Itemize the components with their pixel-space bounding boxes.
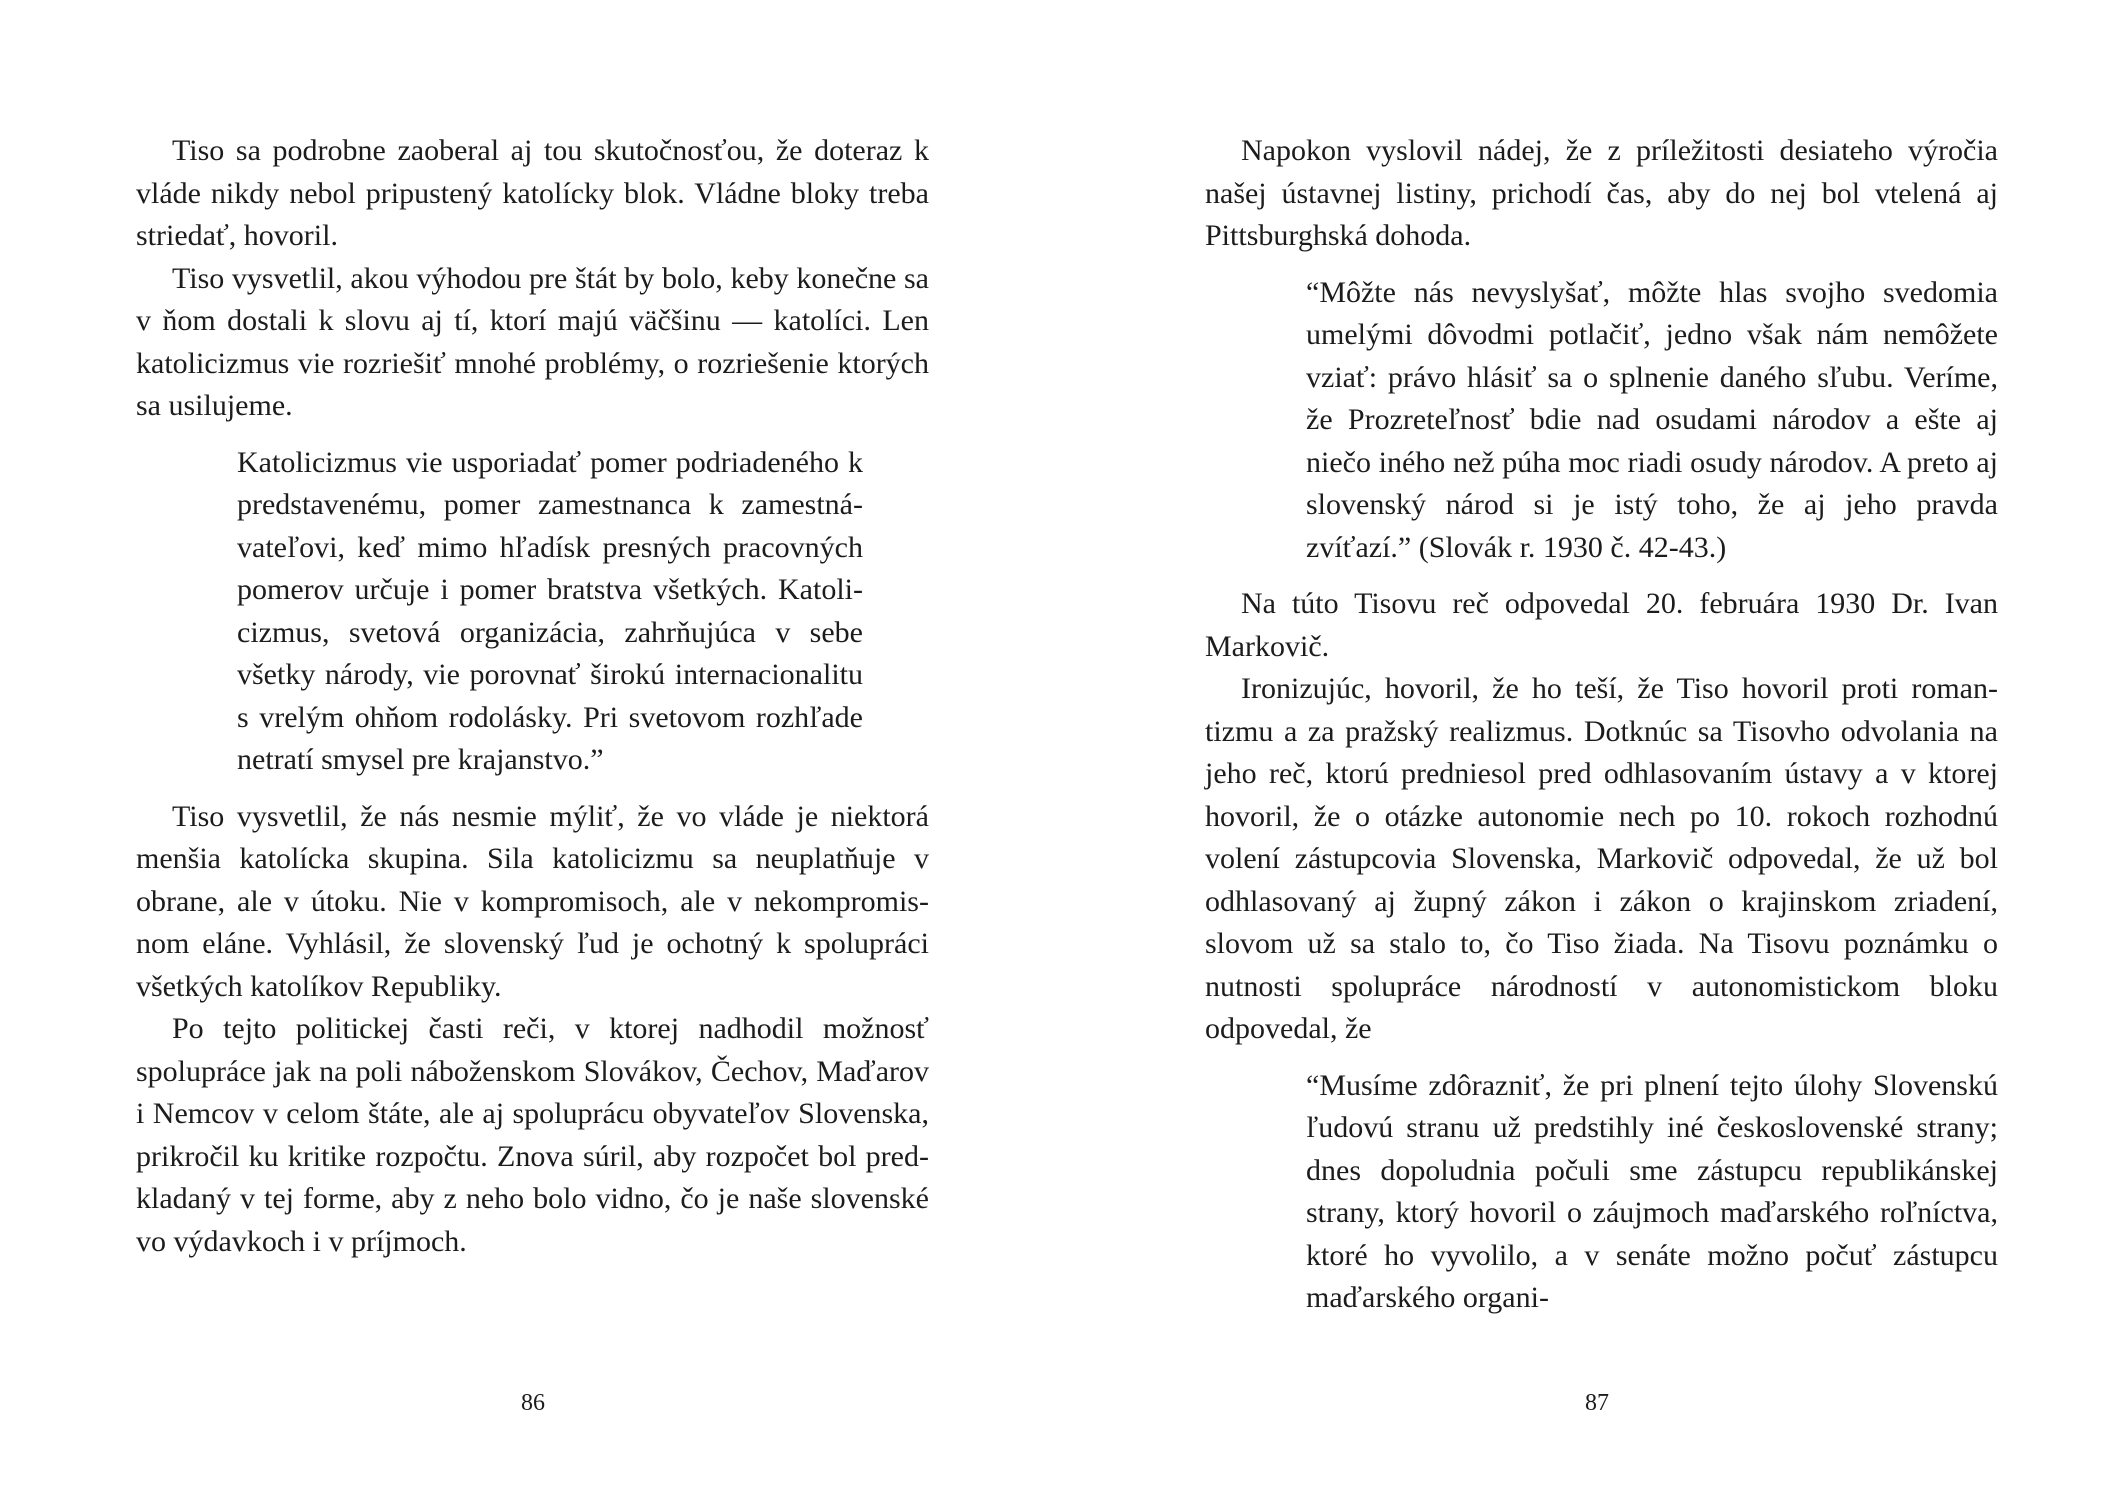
paragraph: Na túto Tisovu reč odpovedal 20. februára 1930 Dr. Ivan Markovič. [1205, 587, 1998, 663]
paragraph: Tiso vysvetlil, že nás nesmie mýliť, že vo vláde je niektorá menšia katolícka skupina. Sila katolicizmu sa neuplatňuje v obrane, ale v útoku. Nie v kompromisoch, ale v nekompromisnom eláne. Vyhlásil, že slovenský ľud je ochotný k spolupráci všetkých katolíkov Republiky. [136, 799, 929, 1003]
page-number: 86 [521, 1390, 545, 1416]
paragraph: Tiso sa podrobne zaoberal aj tou skutočnosťou, že doteraz k vláde nikdy nebol pripustený katolícky blok. Vládne bloky treba striedať, hovoril. [136, 134, 929, 252]
paragraph: Napokon vyslovil nádej, že z príležitosti desiateho výročia našej ústavnej listiny, prichodí čas, aby do nej bol vtelená aj Pittsburghská dohoda. [1205, 134, 1998, 252]
left-page-text [136, 130, 929, 1263]
block-quote: Katolicizmus vie usporiadať pomer podriadeného k predstavenému, pomer zamestnanca k zamestnávateľovi, keď mimo hľadísk presných pracovných pomerov určuje i pomer bratstva všetkých. Katolicizmus, svetová organizácia, zahrňujúca v sebe všetky národy, vie porovnať širokú internacionalitu s vrelým ohňom rodolásky. Pri svetovom rozhľade netratí smysel pre krajanstvo.” [237, 445, 863, 776]
paragraph: Tiso vysvetlil, akou výhodou pre štát by bolo, keby konečne sa v ňom dostali k slovu aj tí, ktorí majú väčšinu — katolíci. Len katolicizmus vie rozriešiť mnohé problémy, o rozriešenie ktorých sa usilujeme. [136, 261, 929, 422]
page-number: 87 [1585, 1390, 1609, 1416]
right-page-text [1205, 130, 1998, 1334]
block-quote: “Musíme zdôrazniť, že pri plnení tejto úlohy Slovenskú ľudovú stranu už predstihly iné československé strany; dnes dopoludnia počuli sme zástupcu republikánskej strany, ktorý hovoril o záujmoch maďarského roľníctva, ktoré ho vyvolilo, a v senáte možno počuť zástupcu maďarského organi- [1306, 1068, 1998, 1314]
right-page [1059, 0, 2118, 1500]
block-quote: “Môžte nás nevyslyšať, môžte hlas svojho svedomia umelými dôvodmi potlačiť, jedno však nám nemôžete vziať: právo hlásiť sa o splnenie daného sľubu. Veríme, že Prozreteľnosť bdie nad osudami národov a ešte aj niečo iného než púha moc riadi osudy národov. A preto aj slovenský národ si je istý toho, že aj jeho pravda zvíťazí.” (Slovák r. 1930 č. 42-43.) [1306, 275, 1998, 564]
paragraph: Po tejto politickej časti reči, v ktorej nadhodil možnosť spolupráce jak na poli náboženskom Slovákov, Čechov, Maďarov i Nemcov v celom štáte, ale aj spoluprácu obyvateľov Slovenska, prikročil ku kritike rozpočtu. Znova súril, aby rozpočet bol predkladaný v tej forme, aby z neho bolo vidno, čo je naše slovenské vo výdavkoch i v príjmoch. [136, 1012, 929, 1258]
paragraph: Ironizujúc, hovoril, že ho teší, že Tiso hovoril proti romantizmu a za pražský realizmus. Dotknúc sa Tisovho odvolania na jeho reč, ktorú predniesol pred odhlasovaním ústavy a v ktorej hovoril, že o otázke autonomie nech po 10. rokoch rozhodnú volení zástupcovia Slovenska, Markovič odpovedal, že už bol odhlasovaný aj župný zákon i zákon o krajinskom zriadení, slovom už sa stalo to, čo Tiso žiada. Na Tisovu poznámku o nutnosti spolupráce národností v autonomistickom bloku odpovedal, že [1205, 672, 1998, 1045]
